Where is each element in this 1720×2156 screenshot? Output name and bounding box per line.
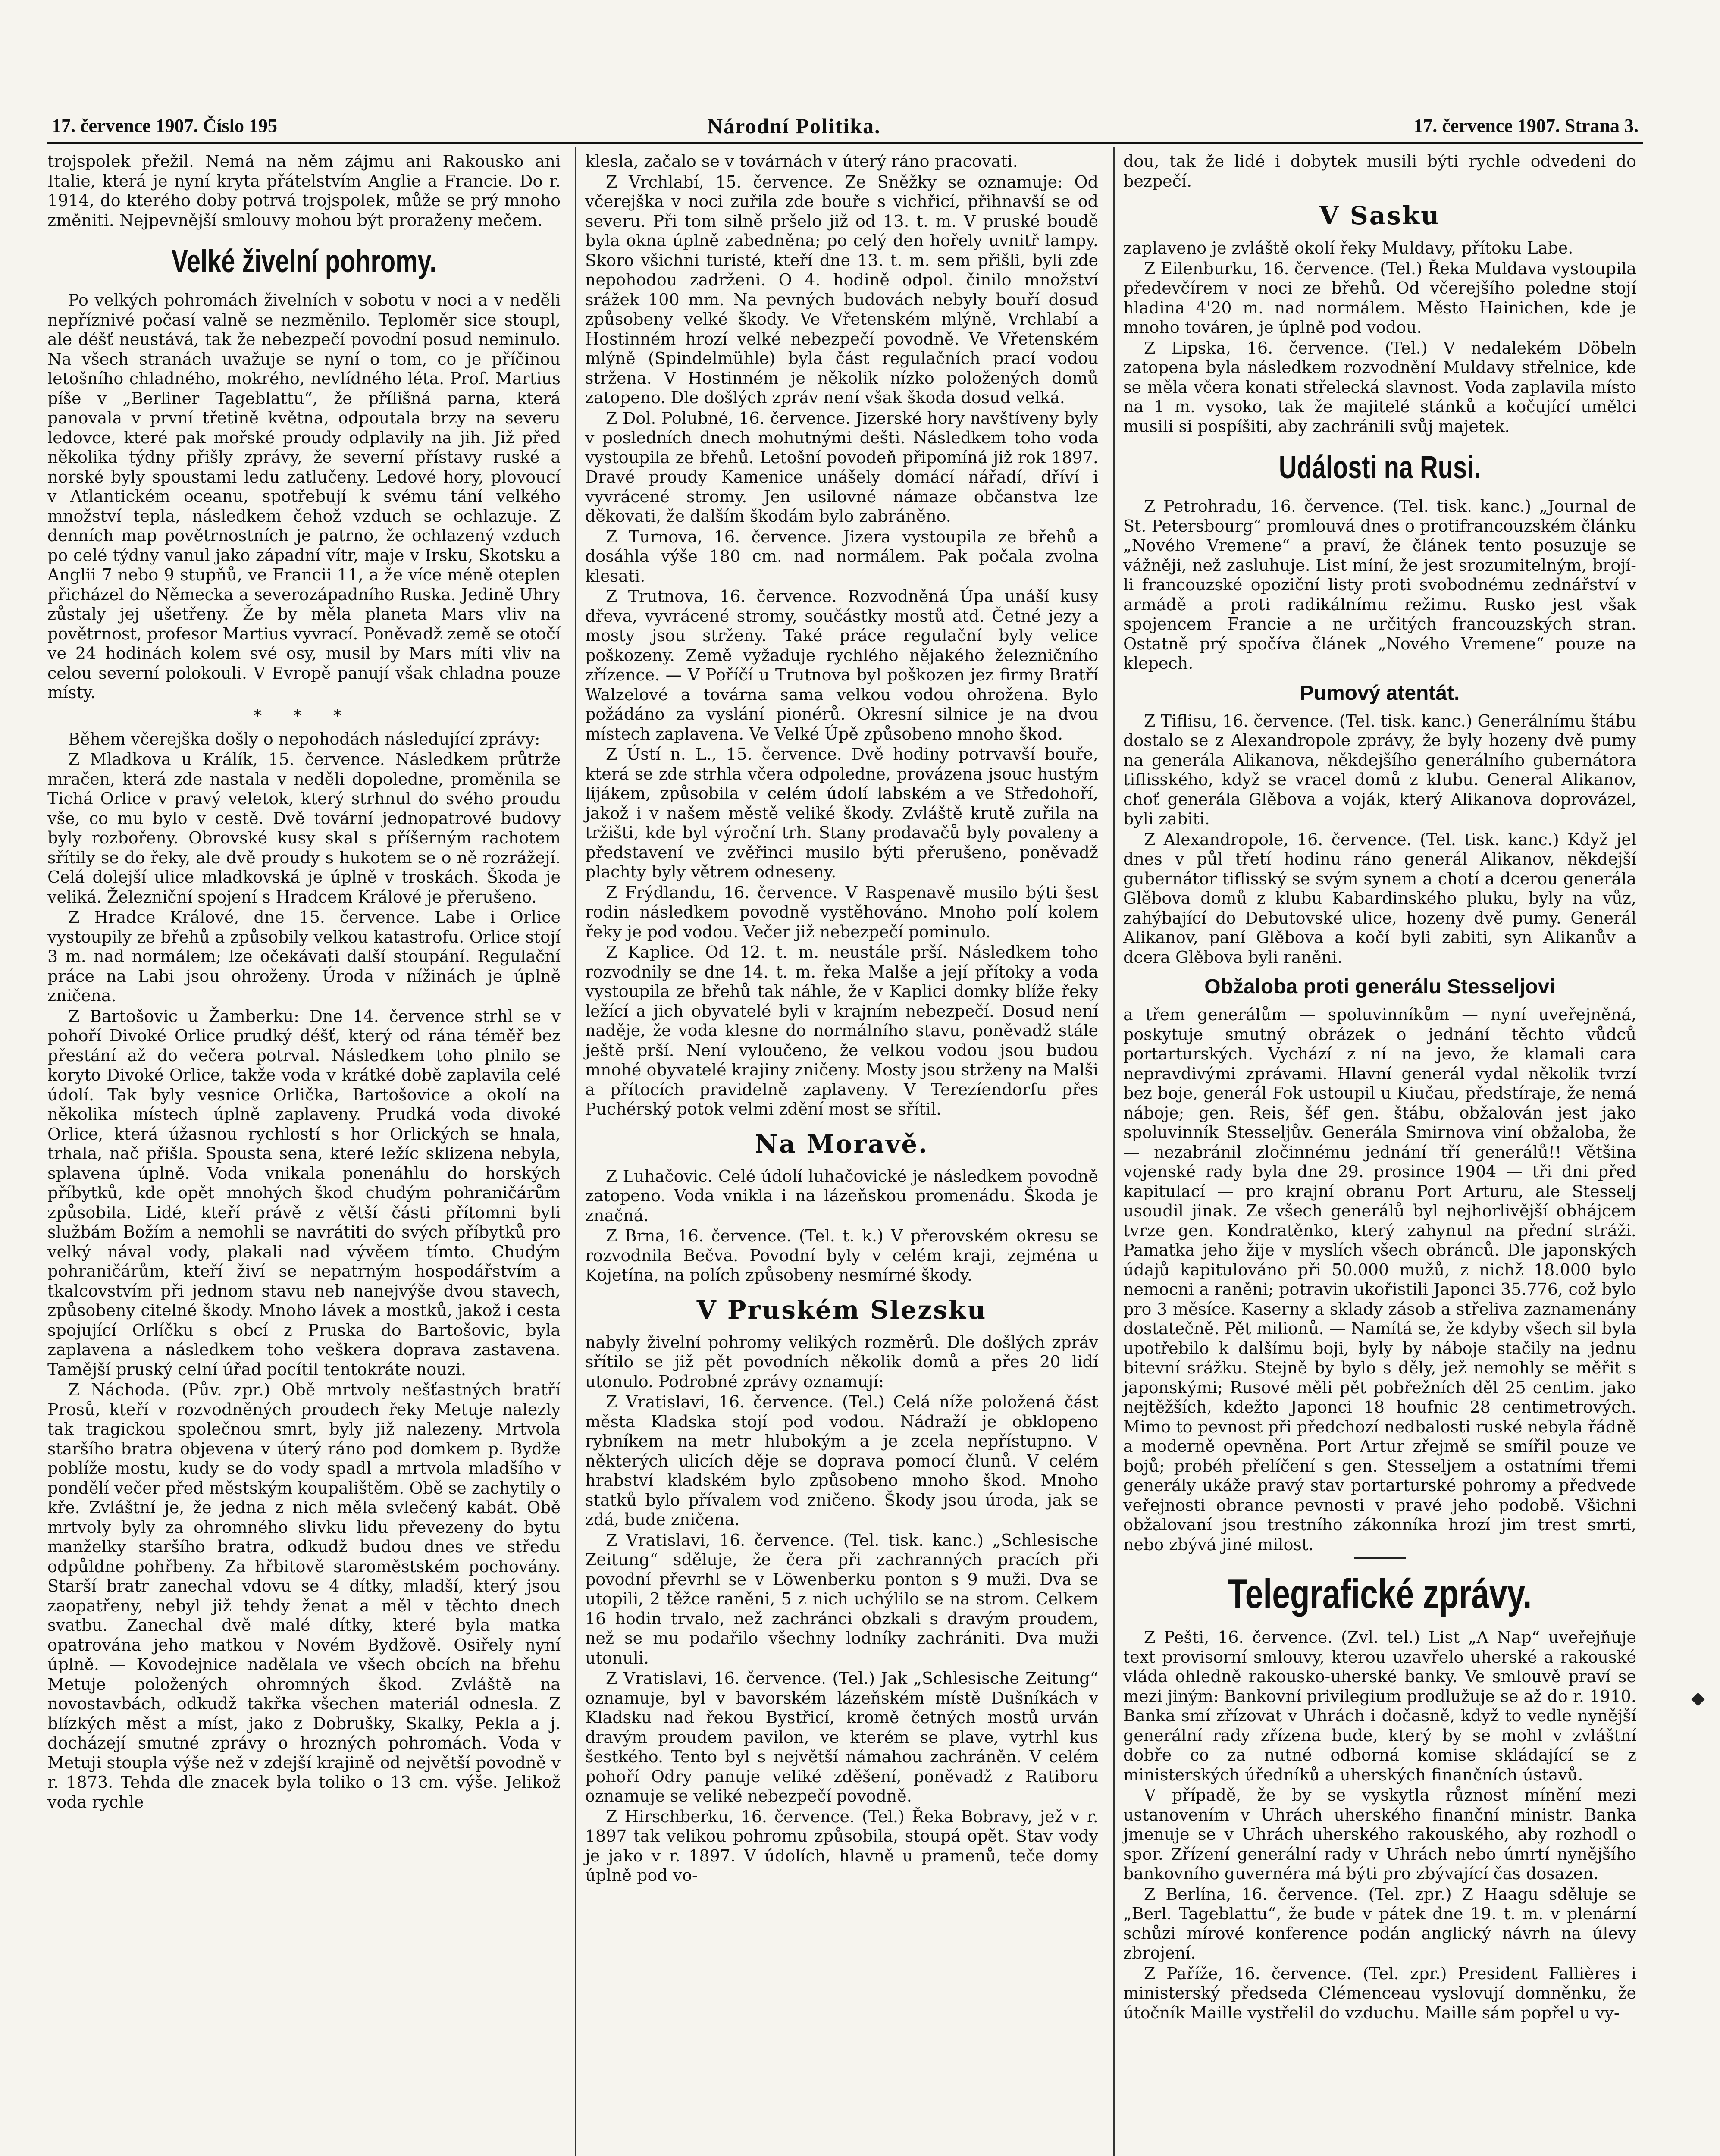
paragraph: Z Alexandropole, 16. července. (Tel. tisk. kanc.) Když jel dnes v půl třetí hodinu ráno generál Alikanov, někdejší gubernátor tiflisský se svým synem a chotí a dcerou generála Glěbova domů z klubu Kabardinského pluku, byly na vůz, zahýbající do Debutovské ulice, hozeny dvě pumy. Generál Alikanov, paní Glěbova a kočí byli zabiti, syn Alikanův a dcera Glěbova byli raněni.	[1123, 830, 1642, 967]
header-rule	[47, 142, 1643, 144]
column-2	[585, 152, 1104, 2156]
paragraph: Z Hradce Králové, dne 15. července. Labe i Orlice vystoupily ze břehů a způsobily velkou katastrofu. Orlice stojí 3 m. nad normálem; lze očekávati další stoupání. Regulační práce na Labi jsou ohroženy. Úroda v nížinách je úplně zničena.	[47, 908, 566, 1005]
paragraph: Z Náchoda. (Pův. zpr.) Obě mrtvoly nešťastných bratří Prosů, kteří v rozvodněných proudech řeky Metuje nalezly tak tragickou společnou smrt, byly již nalezeny. Mrtvola staršího bratra objevena v úterý ráno pod domkem p. Bydže poblíže mostu, kudy se do vody spadl a mrtvola mladšího v pondělí večer před městským koupalištěm. Obě se zachytily o kře. Zvláštní je, že jedna z nich měla svlečený kabát. Obě mrtvoly byly za ohromného slivku lidu převezeny do bytu manželky staršího bratra, odkudž budou dnes ve středu odpůldne pohřbeny. Za hřbitově staroměstském pochovány. Starší bratr zanechal vdovu se 4 dítky, mladší, který jsou zaopatřeny, nebyl již tehdy ženat a měl v těchto dnech svatbu. Zanechal dvě malé dítky, které byla matka opatrována jeho matkou v Novém Bydžově. Osiřely nyní úplně. — Kovodejnice nadělala ve všech obcích na břehu Metuje položených ohromných škod. Zvláště na novostavbách, odkudž takřka všechen materiál odnesla. Z blízkých měst a míst, jako z Dobrušky, Skalky, Pekla a j. docházejí smutné zprávy o hrozných pohromách. Voda v Metuji stoupla výše než v zdejší krajině od největší povodně v r. 1873. Tehda dle znacek byla toliko o 13 cm. výše. Jelikož voda rychle	[47, 1380, 566, 1811]
paragraph: Z Turnova, 16. července. Jizera vystoupila ze břehů a dosáhla výše 180 cm. nad normálem. Pak počala zvolna klesati.	[585, 527, 1104, 586]
paragraph: klesla, začalo se v továrnách v úterý ráno pracovati.	[585, 152, 1018, 171]
paragraph: Z Lipska, 16. července. (Tel.) V nedalekém Döbeln zatopena byla následkem rozvodnění Muldavy střelnice, kde se měla včera konati střelecká slavnost. Voda zaplavila místo na 1 m. vysoko, tak že majitelé stánků a kočující umělci musili si pospíšiti, aby zachránili svůj majetek.	[1123, 338, 1642, 436]
header-date-page: 17. července 1907. Strana 3.	[1413, 115, 1639, 136]
regional-heading: V Pruském Slezsku	[696, 1295, 987, 1325]
paragraph: Z Hirschberku, 16. července. (Tel.) Řeka Bobravy, jež v r. 1897 tak velikou pohromu způsobila, stoupá opět. Stav vody je jako v r. 1897. V údolích, hlavně u pramenů, teče domy úplně pod vo-	[585, 1807, 1104, 1885]
paragraph: Z Mladkova u Králík, 15. července. Následkem průtrže mračen, která zde nastala v neděli dopoledne, proměnila se Tichá Orlice v pravý veletok, který strhnul do svého proudu vše, co mu bylo v cestě. Dvě tovární jednopatrové budovy byly rozbořeny. Obrovské kusy skal s příšerným rachotem sřítily se do řeky, ale dvě proudy s hukotem se o ně rozrážejí. Celá dolejší ulice mladkovská je úplně v troskách. Škoda je veliká. Železniční spojení s Hradcem Králové je přerušeno.	[47, 750, 566, 906]
paragraph: Z Eilenburku, 16. července. (Tel.) Řeka Muldava vystoupila předevčírem v noci ze břehů. Od včerejšího poledne stojí hladina 4'20 m. nad normálem. Město Hainichen, kde je mnoho továren, je úplně pod vodou.	[1123, 259, 1642, 337]
header-date-issue: 17. července 1907. Číslo 195	[52, 115, 277, 136]
paragraph: Z Vratislavi, 16. července. (Tel. tisk. kanc.) „Schlesische Zeitung“ sděluje, že čera při zachranných pracích při povodní převrhl se v Löwenberku ponton s 9 muži. Dva se utopili, 2 těžce raněni, 5 z nich uchýlilo se na strom. Celkem 16 hodin trvalo, než zachránci obzkali s dravým proudem, než se mu podařilo všechny lodníky zachrániti. Dva muži utonuli.	[585, 1530, 1104, 1667]
paragraph: Během včerejška došly o nepohodách následující zprávy:	[68, 729, 540, 749]
paragraph: Z Bartošovic u Žamberku: Dne 14. července strhl se v pohoří Divoké Orlice prudký déšť, který od rána téměř bez přestání až do večera potrval. Následkem toho plnilo se koryto Divoké Orlice, takže voda v krátké době zaplavila celé údolí. Tak byly vesnice Orlička, Bartošovice a okolí na několika místech úplně zaplaveny. Prudká voda divoké Orlice, která úžasnou rychlostí s hor Orlických se hnala, trhala, nač přišla. Spousta sena, které ležíc sklizena nebyla, splavena úplně. Voda vnikala ponenáhlu do horských příbytků, kde opět mnohých škod chudým pohraničárům způsobila. Lidé, kteří právě z větší části přítomni byli službám Božím a nemohli se navrátiti do svých příbytků pro velký nával vody, plakali nad vývěem tímto. Chudým pohraničárům, kteří živí se nepatrným hospodářstvím a tkalcovstvím při jednom stavu neb nanejvýše dvou stavech, způsobeny citelné škody. Mnoho lávek a mostků, jakož i cesta spojující Orlíčku s obcí z Pruska do Bartošovic, byla zaplavena a následkem toho veškera doprava zastavena. Tamější pruský celní úřad pocítil tentokráte nouzi.	[47, 1006, 566, 1379]
column-separator	[1113, 147, 1115, 2156]
paragraph: zaplaveno je zvláště okolí řeky Muldavy, přítoku Labe.	[1123, 238, 1573, 257]
paragraph: nabyly živelní pohromy velikých rozměrů. Dle došlých zpráv sřítilo se již pět povodních několik domů a přes 20 lidí utonulo. Podrobné zprávy oznamují:	[585, 1332, 1104, 1391]
regional-heading: Na Moravě.	[755, 1129, 929, 1159]
section-divider-stars: * * *	[253, 706, 355, 726]
section-heading: Telegrafické zprávy.	[1228, 1571, 1532, 1617]
section-heading: Velké živelní pohromy.	[171, 243, 437, 279]
paragraph: Z Berlína, 16. července. (Tel. zpr.) Z Haagu sděluje se „Berl. Tageblattu“, že bude v pátek dne 19. t. m. v plenární schůzi mírové konference podán anglický návrh na úlevy zbrojení.	[1123, 1884, 1642, 1962]
paragraph: Z Trutnova, 16. července. Rozvodněná Úpa unáší kusy dřeva, vyvrácené stromy, součástky mostů atd. Četné jezy a mosty jsou strženy. Také práce regulační byly velice poškozeny. Země vyžaduje rychlého nějakého železničního zřízence. — V Poříčí u Trutnova byl poškozen jez firmy Bratří Walzelové a továrna sama velkou vodou ohrožena. Bylo požádáno za vyslání pionérů. Okresní silnice je na dvou místech zaplavena. Ve Velké Úpě způsobeno mnoho škod.	[585, 587, 1104, 743]
paragraph: Z Kaplice. Od 12. t. m. neustále prší. Následkem toho rozvodnily se dne 14. t. m. řeka Malše a její přítoky a voda vystoupila ze břehů tak náhle, že v Kaplici domky blíže řeky ležící a jich obyvatelé byli v krajním nebezpečí. Dosud není naděje, že voda klesne do normálního stavu, poněvadž stále ještě prší. Není vyloučeno, že velkou vodou jsou budou mnohé obyvatelé krajiny zničeny. Mosty jsou strženy na Malši a přítocích pravidelně zaplaveny. V Terezíendorfu přes Puchérský potok velmi zdění most se sřítil.	[585, 943, 1104, 1119]
subheading: Pumový atentát.	[1300, 681, 1460, 705]
page-header	[52, 113, 1639, 140]
paragraph: Z Luhačovic. Celé údolí luhačovické je následkem povodně zatopeno. Voda vnikla i na lázeňskou promenádu. Škoda je značná.	[585, 1166, 1104, 1225]
divider-ornament	[1354, 1557, 1406, 1559]
registration-mark-icon	[1691, 1692, 1704, 1706]
subheading: Obžaloba proti generálu Stesseljovi	[1204, 975, 1555, 998]
paragraph: Z Tiflisu, 16. července. (Tel. tisk. kanc.) Generálnímu štábu dostalo se z Alexandropole zprávy, že byly hozeny dvě pumy na generála Alikanova, někdejšího generálního gubernátora tiflisského, když se vracel domů z klubu. General Alikanov, choť generála Glěbova a voják, který Alikanova doprovázel, byli zabiti.	[1123, 711, 1642, 828]
column-separator	[575, 147, 576, 2156]
paragraph: dou, tak že lidé i dobytek musili býti rychle odvedeni do bezpečí.	[1123, 152, 1642, 191]
masthead-title: Národní Politika.	[707, 114, 881, 138]
column-3	[1123, 152, 1642, 2156]
paragraph: Z Vrchlabí, 15. července. Ze Sněžky se oznamuje: Od včerejška v noci zuřila zde bouře s vichřicí, přihnavší se od severu. Při tom silně pršelo již od 13. t. m. V pruské boudě byla okna úplně zabedněna; po celý den hořely uvnitř lampy. Skoro všichni turisté, kteří dne 13. t. m. sem přišli, byli zde nepohodou zadrženi. O 4. hodině odpol. činilo množství srážek 100 mm. Na pevných budovách nebyly bouří dosud způsobeny velké škody. Ve Vřetenském mlýně, Vrchlabí a Hostinném hrozí velké nebezpečí povodně. Ve Vřetenském mlýně (Spindelmühle) byla část regulačních prací vodou stržena. V Hostinném je několik nízko položených domů zatopeno. Dle došlých zpráv není však škoda dosud velká.	[585, 172, 1104, 407]
paragraph: V případě, že by se vyskytla různost mínění mezi ustanovením v Uhrách uherského finanční ministr. Banka jmenuje se v Uhrách uherského rakouského, aby rozhodl o spor. Zřízení generální rady v Uhrách nebo úmrtí nynějšího bankovního guvernéra má býti pro zbývající čas dosazen.	[1123, 1786, 1642, 1883]
paragraph: Z Ústí n. L., 15. července. Dvě hodiny potrvavší bouře, která se zde strhla včera odpoledne, provázena jsouc hustým lijákem, způsobila v celém údolí labském a ve Středohoří, jakož i v našem městě veliké škody. Zvláště krutě zuřila na tržišti, kde byl výroční trh. Stany prodavačů byly povaleny a představení ve zvěřinci musilo býti přerušeno, poněvadž plachty byly větrem odneseny.	[585, 745, 1104, 881]
paragraph: Po velkých pohromách živelních v sobotu v noci a v neděli nepříznivé počasí valně se nezměnilo. Teploměr sice stoupl, ale déšť neustává, tak že nebezpečí povodní posud neminulo. Na všech stranách uvažuje se nyní o tom, co je příčinou letošního chladného, mokrého, nevlídného léta. Prof. Martius píše v „Berliner Tageblattu“, že přílišná parna, která panovala v první třetině května, odpoutala brzy na severu ledovce, které pak mořské proudy odplavily na jih. Již před několika týdny přišly zprávy, že severní přístavy ruské a norské byly spoustami ledu zatlučeny. Ledové hory, plovoucí v Atlantickém oceanu, spotřebují k svému tání velkého množství tepla, následkem čehož vzduch se ochlazuje. Z denních map povětrnostních je patrno, že ochlazený vzduch po celé týdny vanul jako západní vítr, maje v Irsku, Skotsku a Anglii 7 nebo 9 stupňů, ve Francii 11, a že více méně oteplen přicházel do Německa a severozápadního Ruska. Jedině Uhry zůstaly jej ušetřeny. Že by měla planeta Mars vliv na povětrnost, profesor Martius vyvrací. Poněvadž země se otočí ve 24 hodinách kolem své osy, musil by Mars míti vliv na celou severní polokouli. V Evropě panují však chladna pouze místy.	[47, 291, 566, 702]
paragraph: a třem generálům — spoluvinníkům — nyní uveřejněná, poskytuje smutný obrázek o jednání těchto vůdců portarturských. Vychází z ní na jevo, že klamali cara nepravdivými zprávami. Hlavní generál vydal několik tvrzí bez boje, generál Fok ustoupil u Kiučau, předstíraje, že nemá náboje; gen. Reis, šéf gen. štábu, obžalován jest jako spoluvinník Stesseljův. Generála Smirnova viní obžaloba, že — nezabránil zločinnému jednání tří generálů!! Většina vojenské rady byla dne 29. prosince 1904 — tři dni před kapitulací — pro krajní obranu Port Arturu, ale Stesselj usoudil jinak. Ze všech generálů byl nejhorlivější obhájcem tvrze gen. Kondratěnko, který zahynul na přední stráži. Pamatka jeho žije v myslích všech obránců. Dle japonských údajů kapitulováno při 50.000 mužů, z nichž 18.000 bylo nemocni a raněni; potravin ukořistili Japonci 35.776, což bylo pro 3 měsíce. Kaserny a sklady zásob a střeliva zaznamenány dostatečně. Pět milionů. — Namítá se, že kdyby všech sil byla upotřebilo k dalšímu boji, byly by náboje stačily na jednu bitevní srážku. Stejně by bylo s děly, jež nemohly se měřit s japonskými; Rusové měli pět pobřežních děl 25 centim. jako nejtěžších, kdežto Japonci 18 houfnic 28 centimetrových. Mimo to pevnost při předchozí nedbalosti ruské nebyla řádně a moderně opevněna. Port Artur zřejmě se smířil pouze ve bojů; probéh přelíčení s gen. Stesseljem a ostatními třemi generály ukáže pravý stav portarturské pohromy a předvede veřejnosti obrance pevnosti v pravé jeho podobě. Všichni obžalovaní jsou trestního zákonníka hrozí jim trest smrti, nebo zbývá jiné milost.	[1123, 1005, 1642, 1554]
paragraph: Z Frýdlandu, 16. července. V Raspenavě musilo býti šest rodin následkem povodně vystěhováno. Mnoho polí kolem řeky je pod vodou. Večer již nebezpečí pominulo.	[585, 883, 1104, 941]
article-continuation: trojspolek přežil. Nemá na něm zájmu ani Rakousko ani Italie, která je nyní kryta přátelstvím Anglie a Francie. Do r. 1914, do kterého doby potrvá trojspolek, může se prý mnoho změniti. Nejpevnější smlouvy mohou být proraženy mečem.	[47, 152, 566, 230]
paragraph: Z Vratislavi, 16. července. (Tel.) Jak „Schlesische Zeitung“ oznamuje, byl v bavorském lázeňském místě Dušníkách v Kladsku nad řekou Bystřicí, kromě četných mostů urván dravým proudem pavilon, ve kterém se plave, vytrhl kus šestkého. Tento byl s největší námahou zachráněn. V celém pohoří Odry panuje veliké zděšení, poněvadž z Ratiboru oznamuje se veliké nebezpečí povodně.	[585, 1669, 1104, 1805]
section-heading: Události na Rusi.	[1278, 449, 1481, 485]
paragraph: Z Petrohradu, 16. července. (Tel. tisk. kanc.) „Journal de St. Petersbourg“ promlouvá dnes o protifrancouzském článku „Nového Vremene“ a praví, že článek tento posuzuje se vážněji, než zasluhuje. List míní, že jest srozumitelným, brojí-li francouzské opoziční listy proti svobodnému zednářství v armádě a proti radikálnímu režimu. Rusko jest však spojencem Francie a ne určitých francouzských stran. Ostatně prý spočíva článek „Nového Vremene“ pouze na klepech.	[1123, 497, 1642, 673]
paragraph: Z Brna, 16. července. (Tel. t. k.) V přerovském okresu se rozvodnila Bečva. Povodní byly v celém kraji, zejména u Kojetína, na polích způsobeny nesmírné škody.	[585, 1226, 1104, 1285]
paragraph: Z Paříže, 16. července. (Tel. zpr.) President Fallières i ministerský předseda Clémenceau vyslovují domněnku, že útočník Maille vystřelil do vzduchu. Maille sám popřel u vy-	[1123, 1964, 1642, 2022]
column-1	[47, 152, 566, 2156]
paragraph: Z Dol. Polubné, 16. července. Jizerské hory navštíveny byly v posledních dnech mohutnými dešti. Následkem toho voda vystoupila ze břehů. Letošní povodeň připomíná již rok 1897. Dravé proudy Kamenice unášely domácí nářadí, dříví i vyvrácené stromy. Jen usilovné námaze občanstva lze děkovati, že dalším škodám bylo zabráněno.	[585, 408, 1104, 526]
paragraph: Z Pešti, 16. července. (Zvl. tel.) List „A Nap“ uveřejňuje text provisorní smlouvy, kterou uzavřelo uherské a rakouské vláda ohledně rakousko-uherské banky. Ve smlouvě praví se mezi jiným: Bankovní privilegium prodlužuje se až do r. 1910. Banka smí zřízovat v Uhrách i dočasně, když to vedle nynější generální rady zřízena bude, který by se mohl v zvláštní dobře co za nutné odborná komise skládající se z ministerských úředníků a uherských finančních ústavů.	[1123, 1628, 1642, 1784]
paragraph: Z Vratislavi, 16. července. (Tel.) Celá níže položená část města Kladska stojí pod vodou. Nádraží je obklopeno rybníkem na metr hlubokým a je zcela nepřístupno. V některých ulicích děje se doprava pomocí člunů. V celém hrabství kladském bylo způsobeno mnoho škod. Mnoho statků bylo přívalem vod zničeno. Škody jsou úroda, jak se zdá, bude zničena.	[585, 1392, 1104, 1529]
regional-heading: V Sasku	[1319, 201, 1441, 230]
